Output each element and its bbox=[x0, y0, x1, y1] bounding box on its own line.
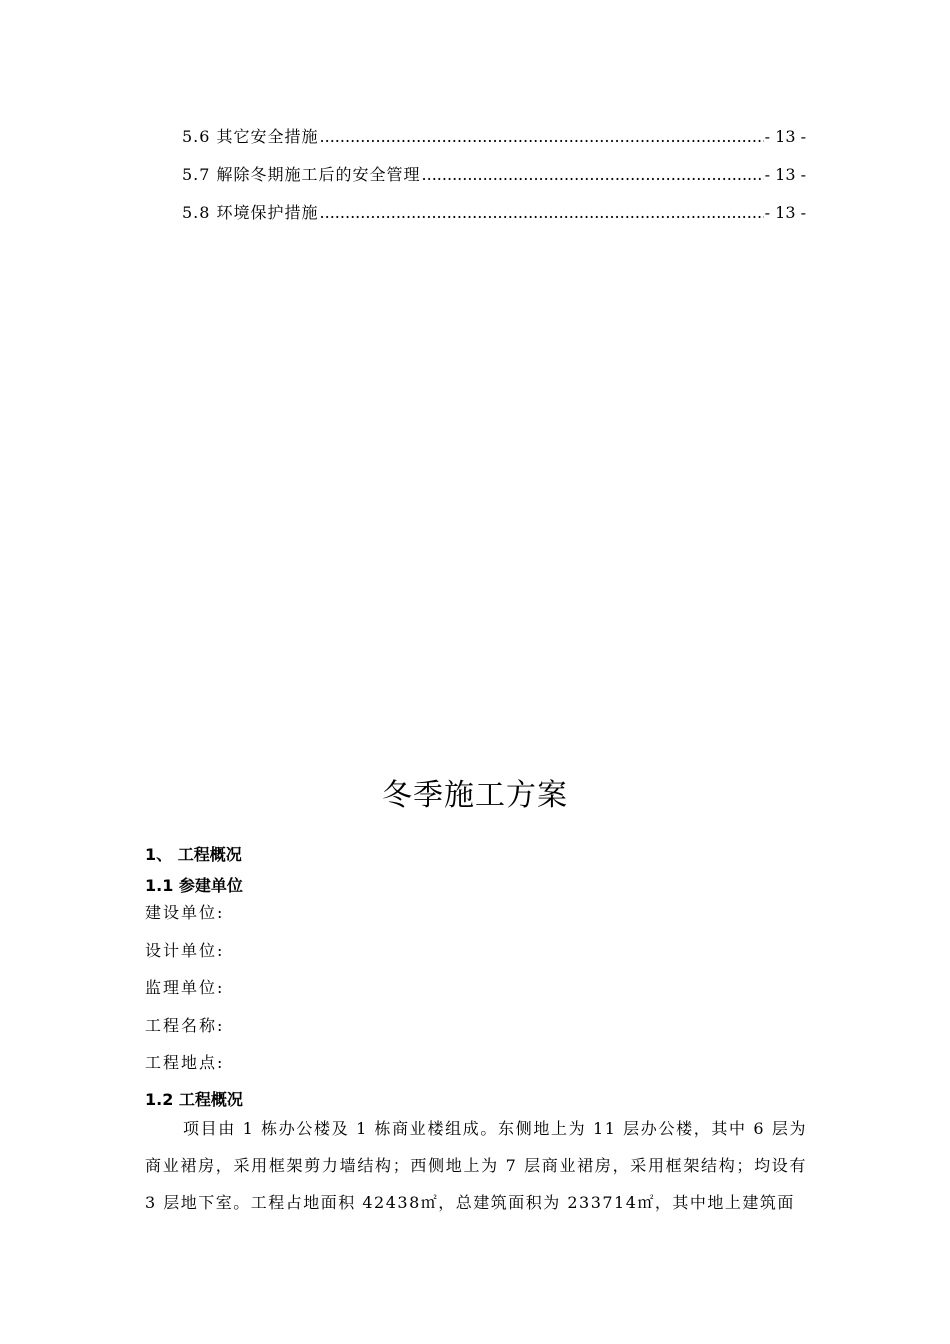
section-heading-1: 1、 工程概况 bbox=[145, 845, 242, 864]
field-construction-unit: 建设单位: bbox=[145, 903, 225, 922]
project-overview-paragraph: 项目由 1 栋办公楼及 1 栋商业楼组成。东侧地上为 11 层办公楼，其中 6 层为商业裙房，采用框架剪力墙结构；西侧地上为 7 层商业裙房，采用框架结构；均设有 3 层地下室。工程占地面积 42438㎡，总建筑面积为 233714㎡，其中地上建筑面 bbox=[145, 1119, 807, 1212]
participant-fields bbox=[145, 900, 224, 1088]
toc-entry-page: - 13 - bbox=[764, 203, 806, 222]
toc-entry-page: - 13 - bbox=[764, 165, 806, 184]
toc-entry[interactable] bbox=[182, 200, 806, 238]
field-design-unit: 设计单位: bbox=[145, 940, 225, 960]
toc-leader-dots bbox=[422, 165, 764, 184]
table-of-contents bbox=[182, 124, 806, 238]
field-supervision-unit: 监理单位: bbox=[145, 978, 225, 997]
toc-entry[interactable] bbox=[182, 124, 806, 162]
toc-entry-label: 5.7 解除冬期施工后的安全管理 bbox=[182, 165, 421, 184]
toc-entry-page: - 13 - bbox=[764, 127, 806, 146]
toc-entry-label: 5.6 其它安全措施 bbox=[182, 127, 319, 146]
field-project-location: 工程地点: bbox=[145, 1053, 225, 1072]
field-project-name: 工程名称: bbox=[145, 1015, 225, 1035]
section-heading-1-1: 1.1 参建单位 bbox=[145, 876, 243, 895]
toc-leader-dots bbox=[320, 127, 764, 146]
toc-entry[interactable] bbox=[182, 162, 806, 200]
toc-entry-label: 5.8 环境保护措施 bbox=[182, 203, 319, 222]
toc-leader-dots bbox=[320, 203, 764, 222]
document-title: 冬季施工方案 bbox=[382, 778, 568, 813]
section-heading-1-2: 1.2 工程概况 bbox=[145, 1090, 243, 1109]
